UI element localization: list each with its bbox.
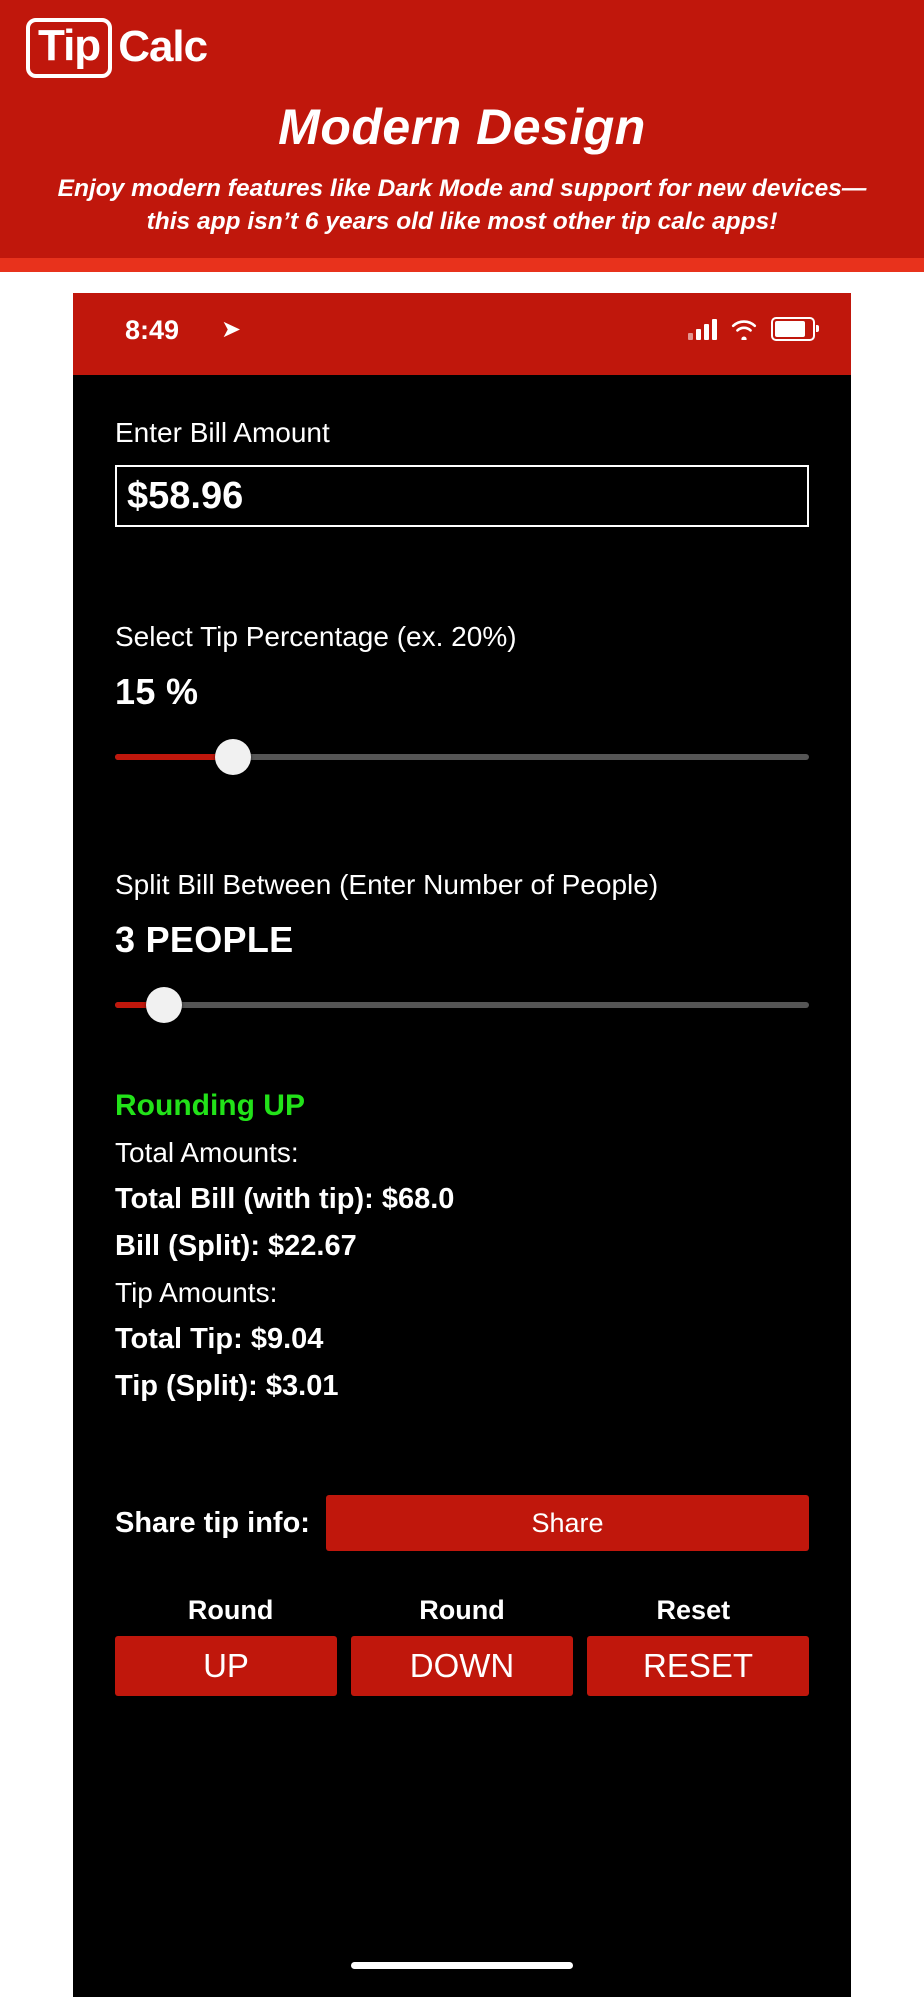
status-time: 8:49 [125, 315, 180, 345]
action-captions [115, 1595, 809, 1626]
split-slider-track [115, 1002, 809, 1008]
promo-subtitle: Enjoy modern features like Dark Mode and support for new devices—this app isn’t 6 years old like most other tip calc apps! [57, 175, 867, 236]
total-tip-value: Total Tip: $9.04 [115, 1323, 324, 1355]
share-label: Share tip info: [115, 1506, 310, 1539]
round-up-caption: Round [187, 1595, 274, 1625]
share-row [115, 1495, 809, 1551]
round-down-button[interactable]: DOWN [351, 1636, 573, 1696]
location-arrow-icon: ➤ [221, 316, 242, 343]
app-logo [26, 18, 207, 78]
tip-amounts-label: Tip Amounts: [115, 1277, 278, 1308]
promo-banner [0, 0, 924, 272]
status-bar [73, 293, 851, 375]
tip-percentage-slider[interactable] [115, 739, 809, 775]
bill-split-value: Bill (Split): $22.67 [115, 1230, 357, 1262]
reset-caption: Reset [656, 1595, 731, 1625]
rounding-status: Rounding UP [115, 1089, 305, 1122]
home-indicator[interactable] [351, 1962, 573, 1969]
bill-amount-value: $58.96 [127, 474, 244, 517]
tip-slider-knob[interactable] [215, 739, 251, 775]
wifi-icon [729, 318, 759, 340]
split-slider-knob[interactable] [146, 987, 182, 1023]
phone-frame [70, 290, 854, 2000]
battery-full-icon [771, 317, 815, 341]
share-button[interactable]: Share [326, 1495, 809, 1551]
split-bill-value: 3 PEOPLE [115, 919, 294, 960]
reset-button[interactable]: RESET [587, 1636, 809, 1696]
split-bill-label: Split Bill Between (Enter Number of People) [115, 869, 659, 900]
round-down-caption: Round [419, 1595, 505, 1625]
total-bill-value: Total Bill (with tip): $68.0 [115, 1183, 455, 1215]
action-buttons [115, 1636, 809, 1696]
cellular-signal-icon [688, 318, 717, 340]
split-bill-slider[interactable] [115, 987, 809, 1023]
tip-percentage-value: 15 % [115, 671, 199, 712]
promo-bottom-rule [0, 258, 924, 272]
app-content [73, 417, 851, 1696]
tip-split-value: Tip (Split): $3.01 [115, 1370, 339, 1402]
promo-title: Modern Design [278, 99, 646, 155]
logo-rest-text: Calc [118, 21, 208, 71]
bill-amount-input[interactable] [115, 465, 809, 527]
round-up-button[interactable]: UP [115, 1636, 337, 1696]
spacer-1 [115, 527, 809, 579]
status-indicators [688, 317, 815, 341]
total-amounts-label: Total Amounts: [115, 1137, 299, 1168]
tip-percentage-label: Select Tip Percentage (ex. 20%) [115, 621, 517, 652]
spacer-2 [115, 775, 809, 827]
logo-box-text: Tip [26, 18, 112, 78]
bill-amount-label: Enter Bill Amount [115, 417, 330, 448]
